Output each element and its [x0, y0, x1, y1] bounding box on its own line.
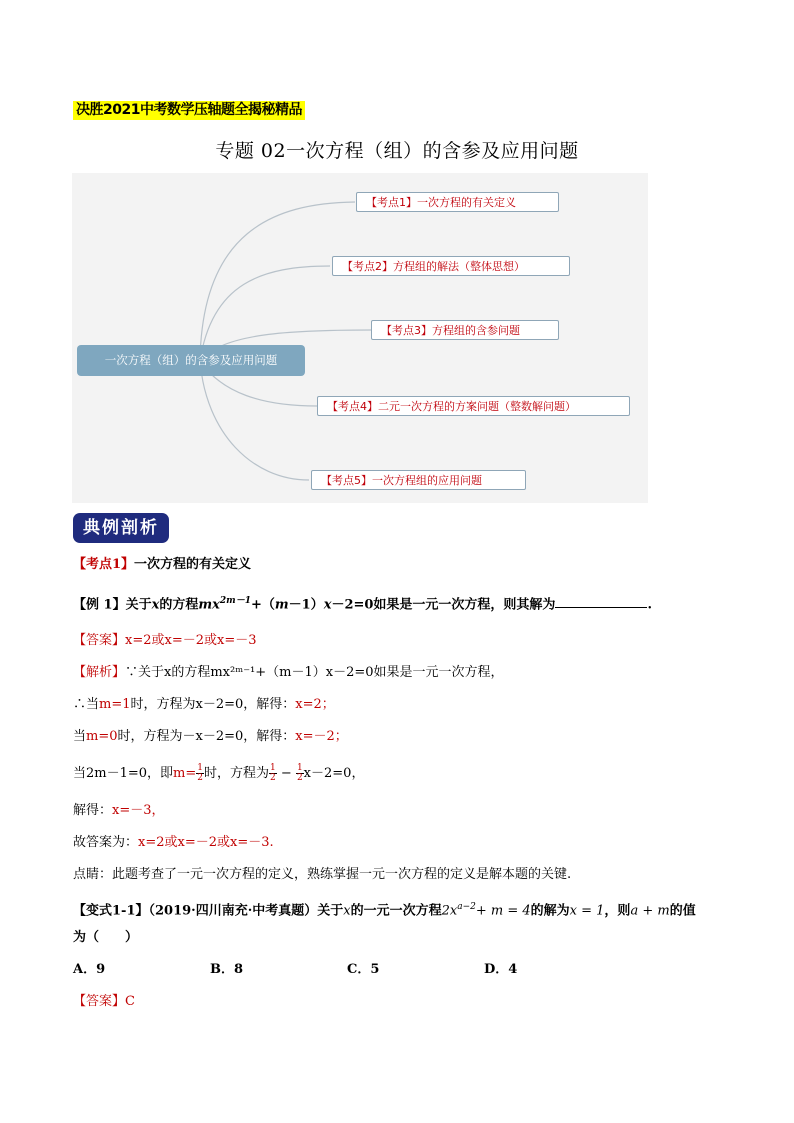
kaodian-label: 【考点1】	[73, 557, 135, 572]
analysis-line-6	[73, 833, 274, 853]
kaodian-text: 一次方程的有关定义	[134, 557, 252, 572]
page-title: 专题 02一次方程（组）的含参及应用问题	[215, 140, 579, 162]
variant-label: 【变式1-1】	[73, 903, 149, 919]
variant-eq-exponent: a−2	[457, 902, 476, 912]
example-var: m	[198, 597, 213, 613]
example-var: x	[151, 597, 160, 613]
fraction-numerator: 1	[296, 763, 303, 773]
example-text: －1）	[288, 597, 324, 613]
mind-map-node-5: 【考点5】一次方程组的应用问题	[311, 470, 526, 490]
analysis-line-2	[73, 695, 335, 715]
variant-text: 的一元一次方程	[350, 903, 442, 919]
fraction	[269, 764, 277, 783]
analysis-highlight: x=2；	[295, 697, 335, 712]
mind-map-node-2: 【考点2】方程组的解法（整体思想）	[332, 256, 570, 276]
mind-map-node-3: 【考点3】方程组的含参问题	[371, 320, 559, 340]
analysis-text: ∴当	[73, 697, 100, 712]
variant-expr: a + m	[630, 903, 670, 919]
mind-map-node-4: 【考点4】二元一次方程的方案问题（整数解问题）	[317, 396, 630, 416]
example-text: －2=0如果是一元一次方程，则其解为	[331, 597, 556, 613]
analysis-highlight: m=0	[86, 729, 118, 744]
analysis-line-3	[73, 727, 348, 747]
example-text: 关于	[125, 597, 152, 613]
variant-eq: 2x	[441, 903, 458, 919]
fraction-denominator: 2	[270, 773, 276, 783]
option-b: B．8	[210, 962, 244, 977]
example-var: m	[274, 597, 289, 613]
analysis-text: 解得：	[73, 803, 113, 818]
variant-solution: x = 1	[569, 903, 605, 919]
answer-text: x=2或x=－2或x=－3	[125, 633, 257, 648]
example-exponent: 2m－1	[219, 596, 251, 606]
answer-line-2	[73, 992, 135, 1012]
analysis-text: x－2=0，	[303, 766, 365, 781]
analysis-text: ∵关于x的方程mx²ᵐ⁻¹+（m－1）x－2=0如果是一元一次方程，	[125, 665, 504, 680]
answer-blank	[555, 593, 647, 608]
analysis-line-4: 当2m－1=0，即m= $\frac{1}{2}$ 时，方程为 $\frac{1}{2}$ − $\frac{1}{2}$ x－2=0，	[73, 763, 365, 783]
variant-text: 的值	[669, 903, 696, 919]
analysis-highlight: m=	[173, 766, 197, 781]
analysis-text: 当2m－1=0，即	[73, 766, 174, 781]
fraction	[296, 764, 304, 783]
variant-text: 关于	[317, 903, 344, 919]
analysis-text: 当	[73, 729, 87, 744]
variant-eq: + m = 4	[475, 903, 531, 919]
example-var: x	[212, 597, 220, 613]
answer-text: C	[125, 994, 135, 1009]
example-text: +（	[250, 597, 275, 613]
analysis-highlight: x=－2；	[295, 729, 348, 744]
analysis-label: 【解析】	[73, 665, 126, 680]
example-label: 【例 1】	[73, 597, 126, 613]
variant-source: （2019·四川南充·中考真题）	[148, 903, 318, 919]
variant-text: 的解为	[530, 903, 570, 919]
analysis-text: 时，方程为－x－2=0，解得：	[117, 729, 296, 744]
answer-label: 【答案】	[73, 633, 126, 648]
fraction	[196, 764, 204, 783]
section-badge: 典例剖析	[73, 513, 169, 543]
example-text: .	[647, 597, 652, 613]
kaodian-heading	[73, 555, 251, 575]
mind-map-center: 一次方程（组）的含参及应用问题	[77, 345, 305, 376]
analysis-text: 时，方程为	[204, 766, 270, 781]
option-d: D．4	[484, 962, 518, 977]
fraction-numerator: 1	[197, 763, 204, 773]
analysis-text: 时，方程为x－2=0，解得：	[130, 697, 296, 712]
analysis-text: 故答案为：	[73, 835, 139, 850]
example-text: 的方程	[159, 597, 199, 613]
variant-question	[73, 897, 696, 921]
mind-map-connectors	[72, 173, 648, 503]
answer-label: 【答案】	[73, 994, 126, 1009]
header-tag: 决胜2021中考数学压轴题全揭秘精品	[73, 101, 305, 120]
option-c: C．5	[347, 962, 380, 977]
variant-question-line-2: 为（ ）	[73, 930, 139, 945]
analysis-highlight: m=1	[99, 697, 131, 712]
analysis-line-5	[73, 801, 165, 821]
fraction-numerator: 1	[270, 763, 276, 773]
example-question	[73, 591, 652, 615]
analysis-highlight: x=－3，	[112, 803, 165, 818]
analysis-line-7: 点睛：此题考查了一元一次方程的定义，熟练掌握一元一次方程的定义是解本题的关键.	[73, 867, 572, 882]
mind-map-node-1: 【考点1】一次方程的有关定义	[356, 192, 559, 212]
analysis-highlight: x=2或x=－2或x=－3.	[138, 835, 274, 850]
variant-var: x	[343, 903, 351, 919]
option-a: A．9	[73, 962, 106, 977]
answer-line	[73, 631, 257, 651]
fraction-denominator: 2	[296, 773, 303, 783]
fraction-denominator: 2	[197, 773, 204, 783]
example-var: x	[323, 597, 332, 613]
analysis-line-1	[73, 663, 504, 683]
variant-text: ，则	[604, 903, 631, 919]
mind-map	[72, 173, 648, 503]
